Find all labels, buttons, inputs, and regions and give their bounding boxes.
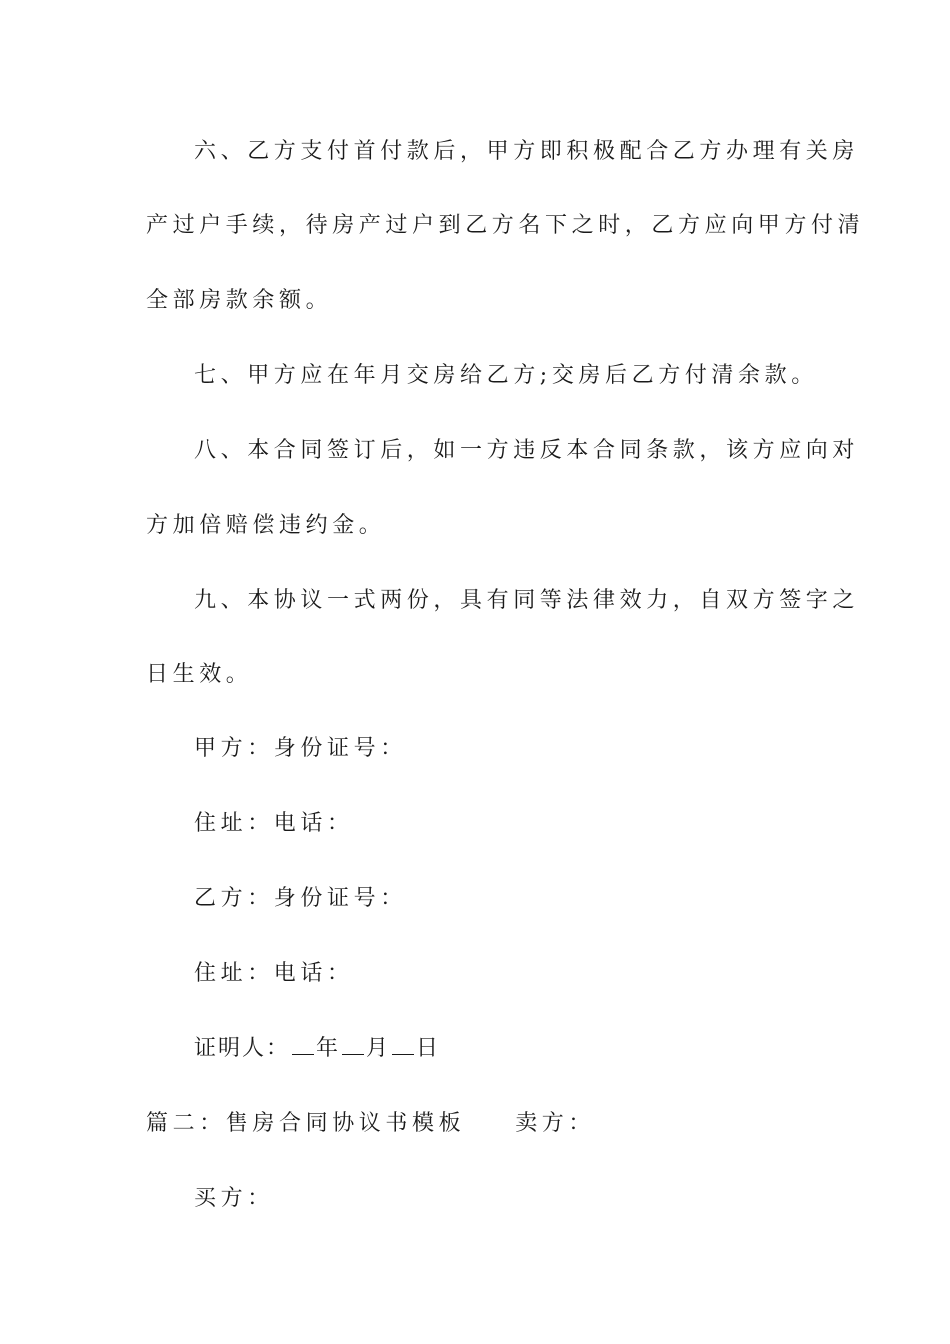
party-b-id-line: 乙方：身份证号：	[194, 886, 407, 911]
clause-9-line-1: 九、本协议一式两份，具有同等法律效力，自双方签字之	[194, 588, 860, 613]
party-a-address-line: 住址：电话：	[194, 811, 354, 836]
party-a-id-line: 甲方：身份证号：	[194, 736, 407, 761]
section-2-heading-line	[146, 1109, 816, 1139]
buyer-label: 买方：	[194, 1186, 274, 1211]
clause-8-line-1: 八、本合同签订后，如一方违反本合同条款，该方应向对	[194, 438, 860, 463]
party-b-address-line: 住址：电话：	[194, 961, 354, 986]
month-label: 月	[366, 1036, 391, 1061]
clause-6-line-1: 六、乙方支付首付款后，甲方即积极配合乙方办理有关房	[194, 139, 860, 164]
clause-7-line-1: 七、甲方应在年月交房给乙方;交房后乙方付清余款。	[194, 363, 818, 388]
section-2-title: 篇二：售房合同协议书模板	[146, 1111, 466, 1136]
clause-9-line-2: 日生效。	[146, 662, 253, 687]
seller-label: 卖方：	[515, 1111, 596, 1136]
witness-label: 证明人：	[194, 1036, 291, 1061]
clause-6-line-2: 产过户手续，待房产过户到乙方名下之时，乙方应向甲方付清	[146, 213, 865, 238]
year-label: 年	[316, 1036, 341, 1061]
witness-line	[194, 1034, 816, 1064]
day-label: 日	[416, 1036, 441, 1061]
month-blank	[342, 1034, 364, 1055]
day-blank	[392, 1034, 414, 1055]
year-blank	[292, 1034, 314, 1055]
clause-6-line-3: 全部房款余额。	[146, 288, 333, 313]
clause-8-line-2: 方加倍赔偿违约金。	[146, 513, 386, 538]
